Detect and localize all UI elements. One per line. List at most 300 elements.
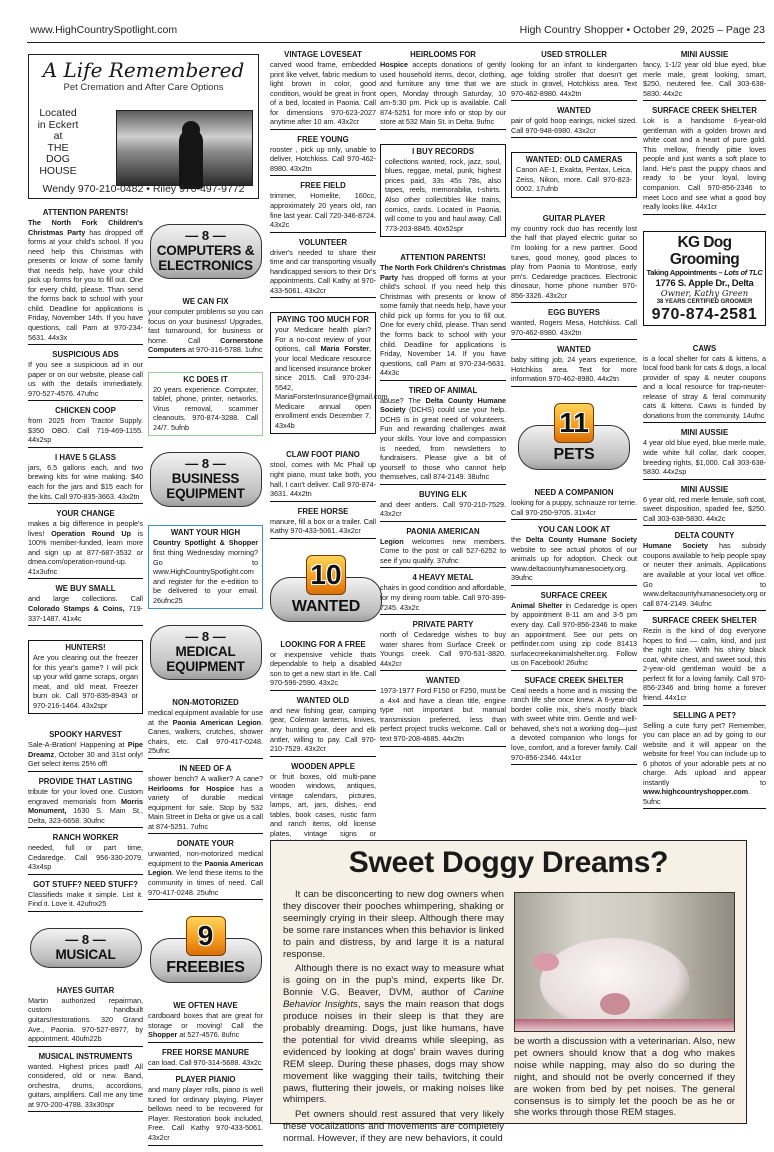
ad-heading: WE OFTEN HAVE bbox=[173, 1001, 238, 1011]
ad-body bbox=[511, 601, 637, 668]
ad-body bbox=[28, 1062, 143, 1110]
ad-text: . 5ufnc bbox=[643, 787, 751, 806]
ad-heading: CAWS bbox=[692, 343, 717, 353]
ad-heading: YOU CAN LOOK AT bbox=[537, 525, 611, 535]
ad-text: your Medicare health plan? For a no-cost review of your options, call bbox=[275, 325, 371, 354]
ad-heading: NON-MOTORIZED bbox=[172, 698, 239, 708]
ad-text: and deer antlers. Call 970-210-7529. 43x2cr bbox=[380, 499, 506, 519]
ad-text: the bbox=[511, 535, 526, 545]
location-line: Located bbox=[39, 107, 77, 119]
classified-ad bbox=[511, 676, 637, 765]
category-banner bbox=[150, 916, 262, 983]
ad-text: accepts donations of gently used household items, decor, clothing, and furniture any time that we are open, Monday through Saturday, 10 am-5:30 pm. Pick up is available. Call 874-5251 for more info or stop by our store at 532 Main St. in Delta. 9ufnc bbox=[380, 60, 506, 127]
classified-ad bbox=[511, 488, 637, 520]
category-label: WANTED bbox=[291, 597, 361, 615]
classified-ad bbox=[28, 777, 143, 828]
ad-body bbox=[28, 360, 143, 398]
ad-bold-text: Animal Shelter bbox=[511, 600, 563, 610]
ad-bold-text: Colorado Stamps & Coins, bbox=[28, 603, 125, 613]
ad-bold-text: Heirlooms for Hospice bbox=[148, 783, 235, 793]
boxed-classified-ad bbox=[270, 312, 390, 434]
classified-ad bbox=[28, 880, 143, 912]
ad-heading: VOLUNTEER bbox=[298, 237, 348, 247]
ad-body bbox=[28, 218, 143, 342]
classified-ad bbox=[270, 450, 376, 501]
classified-ad bbox=[148, 1048, 263, 1071]
classified-ad bbox=[380, 620, 506, 671]
ad-text: cardboard boxes that are great for storage or moving! Call the bbox=[148, 1011, 263, 1030]
category-number-badge: 10 bbox=[306, 555, 346, 595]
ad-contact: Wendy 970-210-0482 • Riley 970-497-9772 bbox=[42, 183, 245, 195]
classified-ad bbox=[28, 730, 143, 772]
ad-bold-text: Hospice bbox=[380, 60, 409, 69]
ad-body bbox=[380, 537, 506, 566]
ad-heading: SELLING A PET? bbox=[672, 710, 737, 720]
ad-body bbox=[270, 650, 376, 688]
ad-text: your computer problems so you can focus on your business! Upgrades, fast turnaround, for business or home. Call bbox=[148, 307, 263, 345]
ad-heading: PROVIDE THAT LASTING bbox=[38, 776, 133, 786]
ad-body bbox=[511, 686, 637, 762]
kg-name: KG Dog Grooming bbox=[669, 233, 740, 268]
ad-body bbox=[270, 248, 376, 296]
ad-text: . Canes, walkers, crutches, shower chairs, etc. Call 970-417-0248. 25ufnc bbox=[148, 717, 264, 756]
ad-text: or inexpensive vehicle thats dependable to help a disabled son to get a new start in life. Call 970-596-2590. 43x2c bbox=[270, 649, 376, 688]
kg-taking bbox=[645, 268, 764, 278]
ad-body bbox=[148, 307, 263, 355]
ad-text: If you see a suspicious ad in our paper or on our website, please call us with the details immediately. 970-527-4576. 47ufnc bbox=[28, 360, 143, 398]
category-label: ELECTRONICS bbox=[158, 258, 253, 273]
category-banner bbox=[518, 403, 630, 470]
classified-ad bbox=[148, 1001, 263, 1043]
ad-body bbox=[643, 495, 766, 524]
ad-body bbox=[511, 318, 637, 337]
boxed-classified-ad bbox=[148, 372, 263, 437]
column-5 bbox=[511, 50, 637, 835]
ad-text: unwanted, non-motorized medical equipment to the bbox=[148, 849, 263, 868]
column-3 bbox=[270, 50, 390, 838]
ad-title: A Life Remembered bbox=[42, 58, 245, 82]
column-6 bbox=[643, 50, 766, 835]
classified-ad bbox=[148, 764, 263, 834]
ad-text: can load. Call 970-314-5688. 43x2c bbox=[148, 1057, 262, 1067]
ad-body bbox=[28, 890, 143, 909]
category-pill bbox=[30, 928, 142, 968]
ad-text: Lok is a handsome 6-year-old gentleman with a golden brown and white coat and a heart of pure gold. This mellow, friendly pittie loves people and just wants a soft place to land. He's past the puppy chaos and ready to be your loyal, loving companion. Call 970-856-2346 to meet Loco and see what a good boy really looks like. 44x1cr bbox=[643, 116, 766, 212]
ad-bold-text: The North Fork Children's Christmas Party bbox=[28, 218, 143, 237]
ad-body bbox=[643, 354, 766, 421]
ad-text: 6 year old, red merle female, soft coat, sweet disposition, spaded fee, $250. Call 303-638-5830. 44x2c bbox=[643, 494, 766, 523]
classified-ad bbox=[380, 527, 506, 569]
article-right-column bbox=[514, 1036, 735, 1122]
header-divider bbox=[27, 42, 765, 43]
classified-ad bbox=[643, 106, 766, 214]
category-number-badge: 9 bbox=[186, 916, 226, 956]
ad-body bbox=[148, 708, 263, 756]
classified-ad bbox=[28, 509, 143, 579]
ad-bold-text: Morris Monument, bbox=[28, 796, 143, 816]
ad-text: Ceal needs a home and is missing the ranch life she once knew. A 6-year-old border collie mix, she's mostly black with sweet white trim. Gentle and well-behaved, she's not a working dog—just a devoted companion who longs for love, comfort, and a forever family. Call 970-856-2346. 44x1cr bbox=[511, 685, 637, 762]
puppy-ear bbox=[533, 953, 559, 971]
classified-ad bbox=[148, 698, 263, 759]
ad-heading: GUITAR PLAYER bbox=[542, 213, 606, 223]
ad-heading: CLAW FOOT PIANO bbox=[286, 450, 360, 460]
category-label: FREEBIES bbox=[166, 959, 245, 977]
ad-text: and many player rolls, piano is well tuned for ordinary playing. Player bellows need to be recovered for Player. Restoration book included, Free. Call Kathy 970-433-5061. 43x2cr bbox=[148, 1085, 263, 1142]
ad-body bbox=[380, 396, 506, 482]
ad-body bbox=[643, 541, 766, 608]
website-url[interactable]: www.HighCountrySpotlight.com bbox=[30, 24, 178, 36]
ad-heading: 4 HEAVY METAL bbox=[412, 573, 474, 583]
ad-text: in Cedaredge is open by appointment 8-11 am and 3-5 pm every day. Call 970-856-2346 to make an appointment. See our pets on petfinder.com using zip code 81413 surfacecreekanimalshelter.org. Follow us on Facebook! 26ufnc bbox=[511, 600, 637, 668]
classified-ad bbox=[511, 345, 637, 387]
ad-heading: CHICKEN COOP bbox=[55, 406, 116, 416]
boxed-classified-ad bbox=[148, 525, 263, 609]
ad-heading: DELTA COUNTY bbox=[674, 531, 735, 541]
ad-heading: WANTED: OLD CAMERAS bbox=[525, 155, 623, 165]
ad-body bbox=[380, 686, 506, 743]
ad-heading: FREE FIELD bbox=[300, 181, 346, 191]
classified-ad bbox=[511, 525, 637, 586]
ad-text: at 970-316-5788. 1ufnc bbox=[186, 345, 263, 355]
ad-text: collections wanted, rock, jazz, soul, blues, reggae, metal, punk, highest prices paid, 33s 45s 78s, also tapes, reels, memorabilia, t-shirts. Also other collectibles like trains, comics, cards. Located in Paonia, will come to you and haul away. Call 773-203-8845. 40x52spr bbox=[385, 156, 501, 233]
category-number: — 8 — bbox=[185, 629, 226, 645]
category-banner bbox=[150, 224, 262, 279]
classified-ad bbox=[28, 453, 143, 504]
location-line: at bbox=[53, 130, 63, 142]
ad-heading: HUNTERS! bbox=[65, 643, 106, 653]
ad-heading: WE CAN FIX bbox=[182, 297, 229, 306]
ad-text: stool, comes with Mc Phail up right piano, must take both, you hall, I can't deliver. Call 970-874-3631. 44x2tn bbox=[270, 460, 376, 499]
kg-phone: 970-874-2581 bbox=[651, 305, 758, 323]
ad-text: first thing Wednesday morning? Go to www.HighCountrySpotlight.com and register for the e-edition to be delivered to your email. 26ufnc25 bbox=[153, 548, 258, 605]
ad-heading: SUFACE CREEK SHELTER bbox=[524, 675, 624, 685]
page-info: High Country Shopper • October 29, 2025 – Page 23 bbox=[519, 24, 765, 36]
article-paragraph: It can be disconcerting to new dog owners when they discover their pooches whimpering, shaking or seemingly crying in their sleep. Although there may be some rare instances when this behavior is linked to pain and distress, by and large it is a natural response. bbox=[283, 889, 504, 960]
ad-body bbox=[511, 355, 637, 384]
classified-ad bbox=[270, 238, 376, 299]
category-number: — 8 — bbox=[185, 228, 226, 243]
ad-heading: TIRED OF ANIMAL bbox=[408, 385, 478, 395]
ad-text: tribute for your loved one. Custom engraved memorials from bbox=[28, 786, 143, 806]
dog-silhouette bbox=[179, 129, 203, 189]
ad-text: 4 year old blue eyed, blue merle male, wide white full collar, dark cooper, breeding rights, $1,000. Call 303-638-5830. 44x2sp bbox=[643, 438, 766, 477]
ad-text: . We lend these items to the community in times of need. Call 970-417-0248. 25ufnc bbox=[148, 868, 263, 897]
ad-heading: PAONIA AMERICAN bbox=[406, 526, 480, 536]
blanket bbox=[515, 1019, 734, 1031]
ad-body bbox=[380, 500, 506, 519]
category-label: MUSICAL bbox=[55, 946, 116, 962]
ad-heading: MINI AUSSIE bbox=[680, 50, 729, 59]
category-label: MEDICAL bbox=[175, 644, 236, 660]
ad-text: 20 years experience. Computer, tablet, phone, printer, networks. Virus removal, scammer cleanouts. 970-874-3288. Call 24/7. 5ufnb bbox=[153, 384, 258, 432]
category-banner bbox=[30, 928, 142, 968]
category-number: — 8 — bbox=[65, 931, 106, 947]
category-label: EQUIPMENT bbox=[166, 486, 245, 502]
ad-heading: SUSPICIOUS ADS bbox=[52, 350, 119, 360]
ad-text: at 527-4576. 8ufnc bbox=[177, 1030, 240, 1040]
ad-body bbox=[643, 116, 766, 211]
ad-text: makes a big difference in people's lives! bbox=[28, 519, 143, 538]
article-left-column bbox=[283, 889, 504, 1148]
ad-bold-text: Delta County Humane Society bbox=[380, 395, 506, 415]
ad-heading: WANT YOUR HIGH bbox=[170, 528, 241, 538]
ad-heading: LOOKING FOR A FREE bbox=[280, 639, 366, 649]
ad-text: pair of gold hoop earings, nickel sized. Call 970-948-6980. 43x2cr bbox=[511, 116, 637, 135]
classified-ad bbox=[28, 833, 143, 875]
article-paragraph: Pet owners should rest assured that very likely these vocalizations and movements are completely normal. However, if they are new behaviors, it could bbox=[283, 1109, 504, 1145]
classified-ad bbox=[643, 711, 766, 810]
classified-ad bbox=[380, 573, 506, 615]
classified-ad bbox=[511, 50, 637, 101]
ad-text: welcomes new members. Come to the post or call 527-6252 to see if you qualify. 37ufnc bbox=[380, 536, 506, 565]
classified-ad bbox=[270, 181, 376, 232]
ad-heading: MINI AUSSIE bbox=[680, 428, 729, 438]
ad-text: is 100% member-funded, learn more and sign up at 877-687-3532 or dmea.com/operation-round-up. 41x3ufnc bbox=[28, 528, 143, 576]
ad-heading: BUYING ELK bbox=[418, 489, 468, 499]
ad-location bbox=[32, 108, 84, 177]
ad-heading: EGG BUYERS bbox=[548, 308, 600, 318]
ad-text: north of Cedaredge wishes to buy water shares from Surface Creek or Youngs creek. Call 970-531-3820. 44x2cr bbox=[380, 630, 506, 668]
location-line: THE bbox=[47, 141, 69, 154]
ad-body bbox=[270, 145, 376, 174]
classified-ad bbox=[270, 696, 376, 757]
dog-beach-photo bbox=[116, 110, 253, 186]
ad-bold-text: Operation Round Up bbox=[51, 528, 132, 538]
ad-heading: KC DOES IT bbox=[183, 374, 228, 384]
ad-body bbox=[511, 535, 637, 583]
classified-ad bbox=[380, 676, 506, 746]
ad-bold-text: Paonia American Legion bbox=[148, 858, 263, 878]
column-1 bbox=[28, 208, 143, 1130]
ad-heading: MINI AUSSIE bbox=[680, 484, 729, 494]
ad-text: has subsidy coupons available to help people spay or neuter their animals. Applications are available at your local vet office. Go to www.deltacountyhumanesociety.org or call 874-2149. 34ufnc bbox=[643, 541, 766, 608]
ad-body bbox=[511, 498, 637, 517]
ad-text: chairs in good condition and affordable, for my dining room table. Call 970-399-7245. 43x2c bbox=[380, 583, 506, 612]
classified-ad bbox=[643, 485, 766, 527]
classified-ad bbox=[270, 507, 376, 539]
category-banner bbox=[150, 452, 262, 507]
ad-body bbox=[516, 165, 632, 194]
ad-body bbox=[148, 1085, 263, 1142]
ad-heading: I BUY RECORDS bbox=[412, 146, 474, 156]
ad-heading: VINTAGE LOVESEAT bbox=[284, 50, 362, 59]
ad-body bbox=[270, 460, 376, 498]
classified-ad bbox=[643, 428, 766, 479]
kg-owner: Owner, Kathy Green bbox=[660, 288, 749, 299]
category-pill bbox=[150, 224, 262, 279]
classified-ad bbox=[148, 839, 263, 900]
ad-bold-text: Legion bbox=[380, 536, 404, 546]
classified-ad bbox=[380, 386, 506, 485]
ad-text: baby sitting job, 24 years experience, Hotchkiss area. Text for more information 970-462-8980. 44x2tn bbox=[511, 355, 637, 384]
category-label: PETS bbox=[553, 446, 595, 464]
ad-body bbox=[153, 385, 258, 433]
location-line: HOUSE bbox=[39, 164, 77, 177]
ad-text: , your local Medicare resource and licensed insurance broker since 2015. Call 970-234-5542, MariaForsterInsurance@gmail.com. Medicare annual open enrollment ends December 7. 43x4b bbox=[275, 344, 390, 430]
ad-text: Canon AE-1, Exakta, Pentax, Leica, Zeiss, Nikon, more. Call 970-823-0002. 17ufnb bbox=[516, 165, 632, 194]
boxed-classified-ad bbox=[511, 152, 637, 198]
article-text: Although there is no exact way to measure what is going on in the pup's mind, experts like Dr. Bonnie V.G. Beaver, DVM, author of bbox=[283, 963, 504, 999]
ad-body bbox=[28, 463, 143, 501]
ad-text: Are you clearing out the freezer for this year's game? I will pick up your wild game scraps, organ meat, and old meat. Freezer burn ok. Call 970-835-8943 or 970-216-1464. 43x2spr bbox=[33, 653, 138, 710]
ad-text: Classifieds make it simple. List it. Find it. Love it. 42ufnx25 bbox=[28, 889, 143, 909]
ad-body bbox=[28, 740, 143, 769]
ad-heading: SURFACE CREEK SHELTER bbox=[652, 106, 757, 116]
ad-body bbox=[385, 157, 501, 233]
ad-text: medical equipment available for use at the bbox=[148, 708, 263, 727]
classified-ad bbox=[511, 308, 637, 340]
ad-text: is a local shelter for cats & kittens, a local food bank for cats & dogs, a local provider of spay & neuter coupons and a local resource for trap-neuter-release of stray & feral community cats & kittens. Caws is funded by donations from the community. 14ufnc bbox=[643, 353, 766, 420]
ad-body bbox=[148, 1058, 263, 1068]
ad-heading: YOUR CHANGE bbox=[56, 509, 115, 519]
ad-text: and large collections. Call bbox=[28, 594, 143, 604]
ad-bold-text: Country Spotlight & Shopper bbox=[153, 538, 258, 548]
ad-body bbox=[643, 721, 766, 807]
ad-text: website to see actual photos of our animals up for adoption. Check out www.deltacountyhumanesociety.org. 39ufnc bbox=[511, 544, 637, 583]
ad-text: 1630 S. Main St., Delta, 323-6658. 30ufnc bbox=[28, 806, 143, 825]
kg-address: 1776 S. Apple Dr., Delta bbox=[655, 277, 754, 289]
classified-ad bbox=[511, 106, 637, 138]
ad-bold-text: Shopper bbox=[148, 1030, 178, 1040]
ad-heading: FREE HORSE MANURE bbox=[161, 1047, 250, 1057]
ad-heading: ATTENTION PARENTS! bbox=[42, 208, 129, 217]
ad-text: 719-337-1487. 41x4c bbox=[28, 603, 143, 623]
location-line: in Eckert bbox=[37, 118, 79, 131]
ad-body bbox=[28, 843, 143, 872]
article-paragraph: be worth a discussion with a veterinarian. Also, new pet owners should know that a dog who makes noise while napping, may also do so during the night, and should not be overly concerned if they are woken from bed by pet noises. The general consensus is to simply let the pooch be as he or she works through those REM stages. bbox=[514, 1036, 735, 1119]
ad-bold-text: Cornerstone Computers bbox=[148, 335, 263, 355]
ad-body bbox=[380, 263, 506, 378]
ad-body bbox=[28, 416, 143, 445]
category-banner bbox=[150, 625, 262, 680]
ad-heading: SPOOKY HARVEST bbox=[49, 730, 122, 740]
ad-heading: PRIVATE PARTY bbox=[412, 620, 474, 630]
classified-ad bbox=[28, 1052, 143, 1113]
ad-heading: ATTENTION PARENTS! bbox=[400, 253, 486, 263]
ad-heading: FREE YOUNG bbox=[297, 134, 349, 144]
ad-bold-text: Pipe Dreamz bbox=[28, 740, 143, 759]
column-4 bbox=[380, 50, 506, 835]
ad-body bbox=[148, 849, 263, 897]
ad-body bbox=[28, 519, 143, 576]
ad-text: or fruit boxes, old multi-pane wooden windows, antiques, vintage calendars, pictures, lamps, art, jars, dishes, end tables, book cases, rustic farm and ranch items, old license plates, vintage signs or bbox=[270, 771, 376, 838]
classified-ad bbox=[643, 531, 766, 611]
classified-ad bbox=[28, 584, 143, 626]
ad-body bbox=[28, 787, 143, 825]
ad-text: driver's needed to share their time and car transporting visually handicapped seniors to their Dr's appointments. Call Kathy at 970-433-5061. 43x2cr bbox=[270, 247, 376, 295]
ad-body bbox=[148, 774, 263, 831]
ad-bold-text: Maria Forster bbox=[320, 344, 369, 354]
ad-bold-text: Delta County Humane Society bbox=[525, 535, 637, 545]
article-text: , says the main reason that dogs produce noises in their sleep is that they are probably dreaming. Dogs, just like humans, have the potential for vivid dreams while sleeping, as evidenced by looking at dogs' brain waves during REM sleep. During these phases, dogs may show movement like wagging their tails, twitching their paws, fluttering their jowels, or making noises like whimpers. bbox=[283, 999, 504, 1106]
ad-heading: WE BUY SMALL bbox=[55, 584, 116, 594]
ad-heading: WOODEN APPLE bbox=[291, 761, 355, 771]
classified-ad bbox=[643, 50, 766, 101]
ad-heading: HEIRLOOMS FOR bbox=[410, 50, 476, 59]
article-title: Sweet Doggy Dreams? bbox=[348, 846, 669, 879]
ad-heading: DONATE YOUR bbox=[177, 839, 234, 849]
ad-body bbox=[643, 626, 766, 702]
ad-text: has dropped off forms at your child's school. If you need help this Christmas with presents or know of some family that needs help, have your child pick up forms for you to fill out. One for every child, please. Than send the forms back to school with your child. Deadline for applications is Friday, November 14th. If you have questions, call Pam at 970-234-5631. 44x3x bbox=[28, 227, 144, 342]
classified-ad bbox=[643, 344, 766, 424]
ad-body bbox=[643, 60, 766, 98]
ad-body bbox=[511, 224, 637, 300]
ad-body bbox=[380, 60, 506, 127]
sweet-doggy-dreams-article bbox=[270, 840, 747, 1145]
ad-body bbox=[148, 1011, 263, 1040]
kg-taking-text: Taking Appointments – bbox=[646, 267, 725, 277]
ad-heading: SURFACE CREEK SHELTER bbox=[652, 616, 757, 626]
ad-body bbox=[270, 706, 376, 754]
ad-heading: GOT STUFF? NEED STUFF? bbox=[33, 879, 138, 889]
ad-heading: I HAVE 5 GLASS bbox=[55, 452, 116, 462]
ad-text: from 2025 from Tractor Supply. $350 OBO. Call 719-469-1155. 44x2sp bbox=[28, 416, 143, 445]
ad-text: has dropped off forms at your child's school. If you need help this Christmas with presents or know of some family that needs help, have your child pick up forms for you to fill out. One for every child, please. Than send the forms back to school with your child. Deadline for applications is Friday, November 14. If you have questions, call Pam at 970-234-5631. 44x3c bbox=[380, 272, 506, 378]
ad-body bbox=[28, 594, 143, 623]
ad-text: rooster , pick up only, unable to deliver, Hotchkiss. Call 970-462-8980. 43x2tn bbox=[270, 144, 376, 173]
ad-text: trimmer, Homelite, 160cc, approximately 20 years old, ran fine last year. Call 720-346-8724. 43x2c bbox=[270, 191, 376, 230]
ad-text: , October 30 and 31st only! Get select items 25% off! bbox=[28, 749, 143, 769]
kg-tlc: Lots of TLC bbox=[724, 267, 763, 277]
classified-ad bbox=[643, 616, 766, 705]
column-2 bbox=[148, 208, 264, 1142]
ad-text: has a variety of durable medical equipment for sale. Stop by 532 Main Street in Delta or give us a call at 874-5251. 7ufnc bbox=[148, 783, 263, 831]
ad-heading: IN NEED OF A bbox=[179, 764, 232, 774]
kg-dog-grooming-ad bbox=[643, 231, 766, 326]
ad-text: (DCHS) could use your help. DCHS is in great need of volunteers. Fun and rewarding challenges await your skills. Your love and compassion is needed, from newsletters to fundraisers. Please give a bit of yourself to those who cannot help themselves, call 874-2149. 38ufnc bbox=[380, 405, 506, 482]
ad-body bbox=[380, 630, 506, 668]
ad-text: fancy, 1-1/2 year old blue eyed, blue merle male, great looking, smart, $250, neutered fee. Call 303-638-5830. 44x2c bbox=[643, 60, 766, 98]
category-number-badge: 11 bbox=[554, 403, 594, 443]
classified-ad bbox=[511, 591, 637, 671]
ad-text: wanted. Highest prices paid! All considered, old or new. Band, orchestra, drums, accordions, guitars, amplifiers. Call me any time at 970-200-4788. 33x30spr bbox=[28, 1061, 143, 1109]
ad-heading: PLAYER PIANIO bbox=[175, 1075, 236, 1085]
ad-body bbox=[643, 438, 766, 476]
ad-body bbox=[270, 60, 376, 127]
ad-body bbox=[270, 517, 376, 536]
category-banner bbox=[270, 555, 382, 622]
kg-years: 38 YEARS CERTIFIED GROOMER bbox=[656, 298, 753, 305]
ad-body bbox=[270, 191, 376, 229]
ad-text: looking for a puppy, schnauze ror terrie. Call 970-250-9705. 31x4cr bbox=[511, 498, 637, 517]
ad-heading: WANTED OLD bbox=[296, 695, 350, 705]
ad-text: and new fishing gear, camping gear, Coleman lanterns, knives, any hunting gear, deer and elk antler, willing to pay. Call 970-210-7529. 43x2cr bbox=[270, 705, 376, 754]
classified-ad bbox=[380, 253, 506, 381]
ad-text: my country rock duo has recently lost the half that played electric guitar so I'm looking for a new partner. Good tunes, good money, good places to play from Paonia to Montrose, early pm's. Cedaredge practices. Electronic dinosaur, home phone number 970-856-3326. 43x2cr bbox=[511, 223, 637, 300]
book-title: Canine Behavior Insights bbox=[283, 987, 504, 1011]
ad-heading: FREE HORSE bbox=[297, 506, 349, 516]
ad-bold-text: Humane Society bbox=[643, 541, 709, 551]
boxed-classified-ad bbox=[28, 640, 143, 714]
category-label: COMPUTERS & bbox=[156, 243, 255, 258]
classified-ad bbox=[270, 135, 376, 177]
category-number: — 8 — bbox=[185, 456, 226, 472]
ad-text: wanted, Rogers Mesa, Hotchkiss. Call 970-462-8980. 43x2tn bbox=[511, 318, 637, 337]
ad-heading: HAYES GUITAR bbox=[56, 985, 115, 995]
ad-text: carved wood frame, embedded print like velvet, fabric medium to light brown in color, good condition, would be great in front of a bed, located in Paonia. Call for dimensions 970-623-2027 anytime after 10 am. 43x2cr bbox=[270, 60, 376, 127]
ad-body bbox=[28, 996, 143, 1044]
boxed-classified-ad bbox=[380, 144, 506, 237]
ad-body bbox=[33, 653, 138, 710]
ad-body bbox=[380, 583, 506, 612]
category-label: EQUIPMENT bbox=[166, 659, 245, 675]
location-line: DOG bbox=[46, 153, 70, 165]
ad-text: abuse? The bbox=[380, 395, 426, 405]
ad-text: looking for an infant to kindergarten age folding stroller that doesn't get stuck in gravel, Hotchkiss area. Text 970-462-8980. 44x2tn bbox=[511, 60, 637, 98]
puppy-face bbox=[600, 993, 630, 1015]
ad-text: Rezin is the kind of dog everyone hopes to find — calm, kind, and just the right size. With his shiny black coat, white chest, and sweet soul, this 2-year-old gentleman would be a perfect fit for a loving family. Call 970-856-2346 and bring home a forever friend. 44x1cr bbox=[643, 626, 766, 702]
ad-body bbox=[153, 538, 258, 605]
